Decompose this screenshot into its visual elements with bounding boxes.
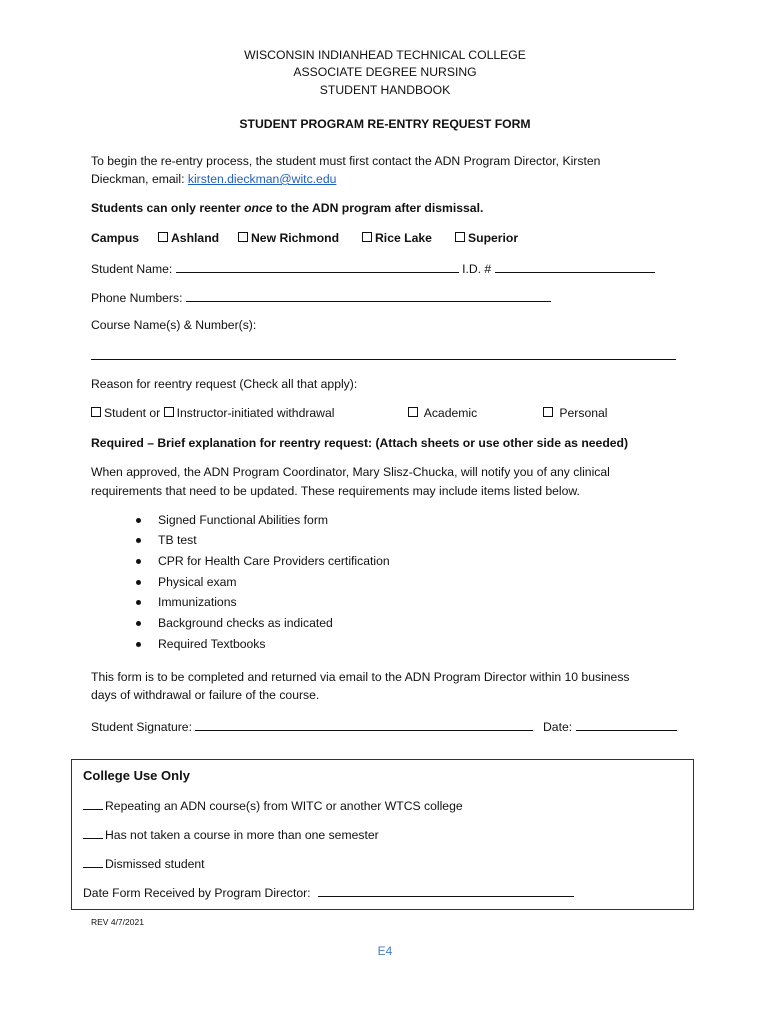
college-use-title: College Use Only — [83, 768, 190, 783]
checkbox-icon[interactable] — [238, 232, 248, 242]
reason-label: Reason for reentry request (Check all that apply): — [91, 377, 358, 391]
checkbox-icon[interactable] — [408, 407, 418, 417]
student-name-field[interactable] — [176, 260, 459, 273]
campus-option-label: Superior — [468, 231, 519, 245]
reenter-note-before: Students can only reenter — [91, 201, 245, 215]
campus-label: Campus — [91, 231, 140, 245]
college-use-box — [71, 759, 694, 910]
college-use-item-label: Repeating an ADN course(s) from WITC or another WTCS college — [105, 799, 463, 813]
bullet-icon — [136, 621, 141, 626]
date-row — [543, 718, 677, 735]
student-id-label: I.D. # — [458, 262, 495, 276]
campus-option-new-richmond[interactable] — [238, 231, 339, 246]
revision-date: REV 4/7/2021 — [91, 917, 144, 927]
campus-option-label: Rice Lake — [375, 231, 432, 245]
phone-label: Phone Numbers: — [91, 291, 186, 305]
bullet-icon — [136, 559, 141, 564]
approval-line-2: requirements that need to be updated. These requirements may include items listed below. — [91, 484, 580, 498]
campus-option-ashland[interactable] — [158, 231, 219, 246]
list-item: Required Textbooks — [158, 637, 266, 651]
reason-personal-label: Personal — [556, 406, 608, 420]
phone-field[interactable] — [186, 289, 551, 302]
student-id-field[interactable] — [495, 260, 655, 273]
college-use-item — [83, 797, 463, 814]
checkbox-icon[interactable] — [91, 407, 101, 417]
reason-academic-label: Academic — [421, 406, 478, 420]
bullet-icon — [136, 518, 141, 523]
form-title: STUDENT PROGRAM RE-ENTRY REQUEST FORM — [239, 117, 531, 131]
signature-row — [91, 718, 533, 735]
reason-instructor-label: Instructor-initiated withdrawal — [176, 406, 335, 420]
page-number: E4 — [377, 944, 393, 958]
bullet-icon — [136, 538, 141, 543]
list-item: TB test — [158, 533, 197, 547]
reason-option-student-instructor[interactable] — [91, 406, 334, 421]
date-received-row — [83, 884, 574, 901]
reason-student-label: Student or — [104, 406, 161, 420]
checkbox-icon[interactable] — [543, 407, 553, 417]
approval-line-1: When approved, the ADN Program Coordinator, Mary Slisz-Chucka, will notify you of any clinical — [91, 465, 610, 479]
handbook-name: STUDENT HANDBOOK — [319, 83, 451, 97]
bullet-icon — [136, 642, 141, 647]
intro-line-2 — [91, 172, 336, 187]
list-item: Signed Functional Abilities form — [158, 513, 329, 527]
bullet-icon — [136, 580, 141, 585]
list-item: Immunizations — [158, 595, 237, 609]
completion-line-2: days of withdrawal or failure of the course. — [91, 688, 320, 702]
college-use-item-label: Dismissed student — [105, 857, 205, 871]
list-item: CPR for Health Care Providers certification — [158, 554, 390, 568]
director-email-link[interactable]: kirsten.dieckman@witc.edu — [187, 172, 337, 186]
signature-field[interactable] — [195, 718, 533, 731]
student-name-row — [91, 260, 655, 277]
campus-option-label: Ashland — [171, 231, 220, 245]
checkbox-icon[interactable] — [455, 232, 465, 242]
date-received-field[interactable] — [318, 884, 574, 897]
check-blank-field[interactable] — [83, 855, 103, 868]
intro-line-1: To begin the re-entry process, the student must first contact the ADN Program Director, Kirsten — [91, 154, 601, 168]
reason-option-personal[interactable] — [543, 406, 608, 421]
student-name-label: Student Name: — [91, 262, 176, 276]
checkbox-icon[interactable] — [362, 232, 372, 242]
list-item: Physical exam — [158, 575, 237, 589]
campus-option-label: New Richmond — [251, 231, 340, 245]
completion-line-1: This form is to be completed and returned via email to the ADN Program Director within 10 business — [91, 670, 630, 684]
college-use-item-label: Has not taken a course in more than one semester — [105, 828, 379, 842]
program-name: ASSOCIATE DEGREE NURSING — [293, 65, 477, 79]
date-field[interactable] — [576, 718, 677, 731]
checkbox-icon[interactable] — [158, 232, 168, 242]
college-use-item — [83, 826, 379, 843]
college-use-item — [83, 855, 205, 872]
check-blank-field[interactable] — [83, 797, 103, 810]
intro-line-2-text: Dieckman, email: — [91, 172, 188, 186]
signature-label: Student Signature: — [91, 720, 196, 734]
date-received-label: Date Form Received by Program Director: — [83, 886, 314, 900]
reenter-note — [91, 201, 483, 216]
date-label: Date: — [543, 720, 576, 734]
phone-row — [91, 289, 551, 306]
required-note: Required – Brief explanation for reentry request: (Attach sheets or use other side as needed) — [91, 436, 629, 450]
course-label: Course Name(s) & Number(s): — [91, 318, 257, 332]
campus-option-rice-lake[interactable] — [362, 231, 432, 246]
campus-option-superior[interactable] — [455, 231, 518, 246]
reenter-note-emph: once — [244, 201, 273, 215]
college-name: WISCONSIN INDIANHEAD TECHNICAL COLLEGE — [244, 48, 526, 62]
course-field[interactable] — [91, 346, 676, 360]
reenter-note-after: to the ADN program after dismissal. — [272, 201, 484, 215]
list-item: Background checks as indicated — [158, 616, 333, 630]
bullet-icon — [136, 600, 141, 605]
check-blank-field[interactable] — [83, 826, 103, 839]
checkbox-icon[interactable] — [164, 407, 174, 417]
reason-option-academic[interactable] — [408, 406, 477, 421]
